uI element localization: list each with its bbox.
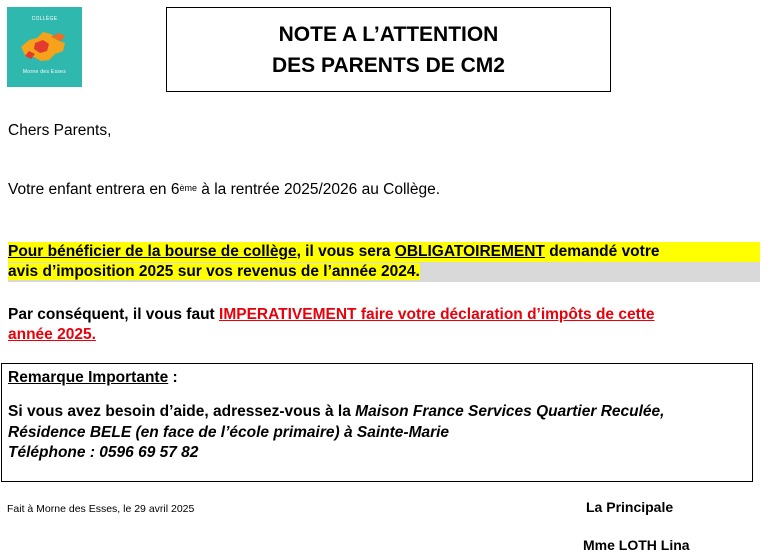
place-date: Fait à Morne des Esses, le 29 avril 2025 bbox=[7, 503, 195, 515]
logo-bottom-text: Morne des Esses bbox=[22, 69, 67, 75]
logo-top-text: COLLÈGE bbox=[31, 16, 58, 22]
greeting: Chers Parents, bbox=[8, 122, 112, 139]
declaration-red-text: IMPERATIVEMENT faire votre déclaration d’impôts de cette bbox=[219, 306, 655, 323]
declaration-paragraph bbox=[8, 305, 760, 345]
scholarship-paragraph bbox=[8, 242, 760, 282]
remark-heading bbox=[8, 369, 178, 387]
remark-line-1-start: Si vous avez besoin d’aide, adressez-vous à la bbox=[8, 403, 356, 420]
remark-heading-label: Remarque Importante bbox=[8, 369, 169, 386]
remark-line-1-italic: Maison France Services Quartier Reculée, bbox=[355, 403, 665, 420]
obligatoirement-text: OBLIGATOIREMENT bbox=[394, 243, 545, 260]
title-line-2: DES PARENTS DE CM2 bbox=[272, 53, 505, 77]
signatory-role: La Principale bbox=[586, 499, 674, 515]
scholarship-line-2-text: avis d’imposition 2025 sur vos revenus de l’année 2024. bbox=[8, 263, 420, 280]
scholarship-link[interactable]: Pour bénéficier de la bourse de collège bbox=[8, 243, 297, 260]
remark-line-1 bbox=[8, 402, 664, 423]
scholarship-line-1 bbox=[8, 242, 760, 262]
remark-heading-colon: : bbox=[168, 369, 178, 386]
remark-line-2: Résidence BELE (en face de l’école primaire) à Sainte-Marie bbox=[8, 423, 450, 441]
college-logo bbox=[7, 7, 82, 87]
scholarship-line-2 bbox=[8, 262, 760, 282]
note-title-box bbox=[166, 7, 611, 92]
intro-after: à la rentrée 2025/2026 au Collège. bbox=[197, 181, 441, 198]
scholarship-mid: , il vous sera bbox=[296, 243, 395, 260]
remark-phone: Téléphone : 0596 69 57 82 bbox=[8, 444, 199, 461]
signatory-name: Mme LOTH Lina bbox=[583, 537, 690, 553]
intro-superscript: ème bbox=[179, 183, 197, 193]
declaration-before: Par conséquent, il vous faut bbox=[8, 306, 220, 323]
title-line-1: NOTE A L’ATTENTION bbox=[278, 22, 499, 46]
remark-box bbox=[1, 363, 753, 482]
intro-sentence bbox=[8, 180, 440, 200]
remark-body bbox=[8, 402, 664, 464]
declaration-red-line2: année 2025. bbox=[8, 326, 96, 343]
scholarship-end: demandé votre bbox=[544, 243, 660, 260]
intro-before: Votre enfant entrera en 6 bbox=[8, 181, 180, 198]
